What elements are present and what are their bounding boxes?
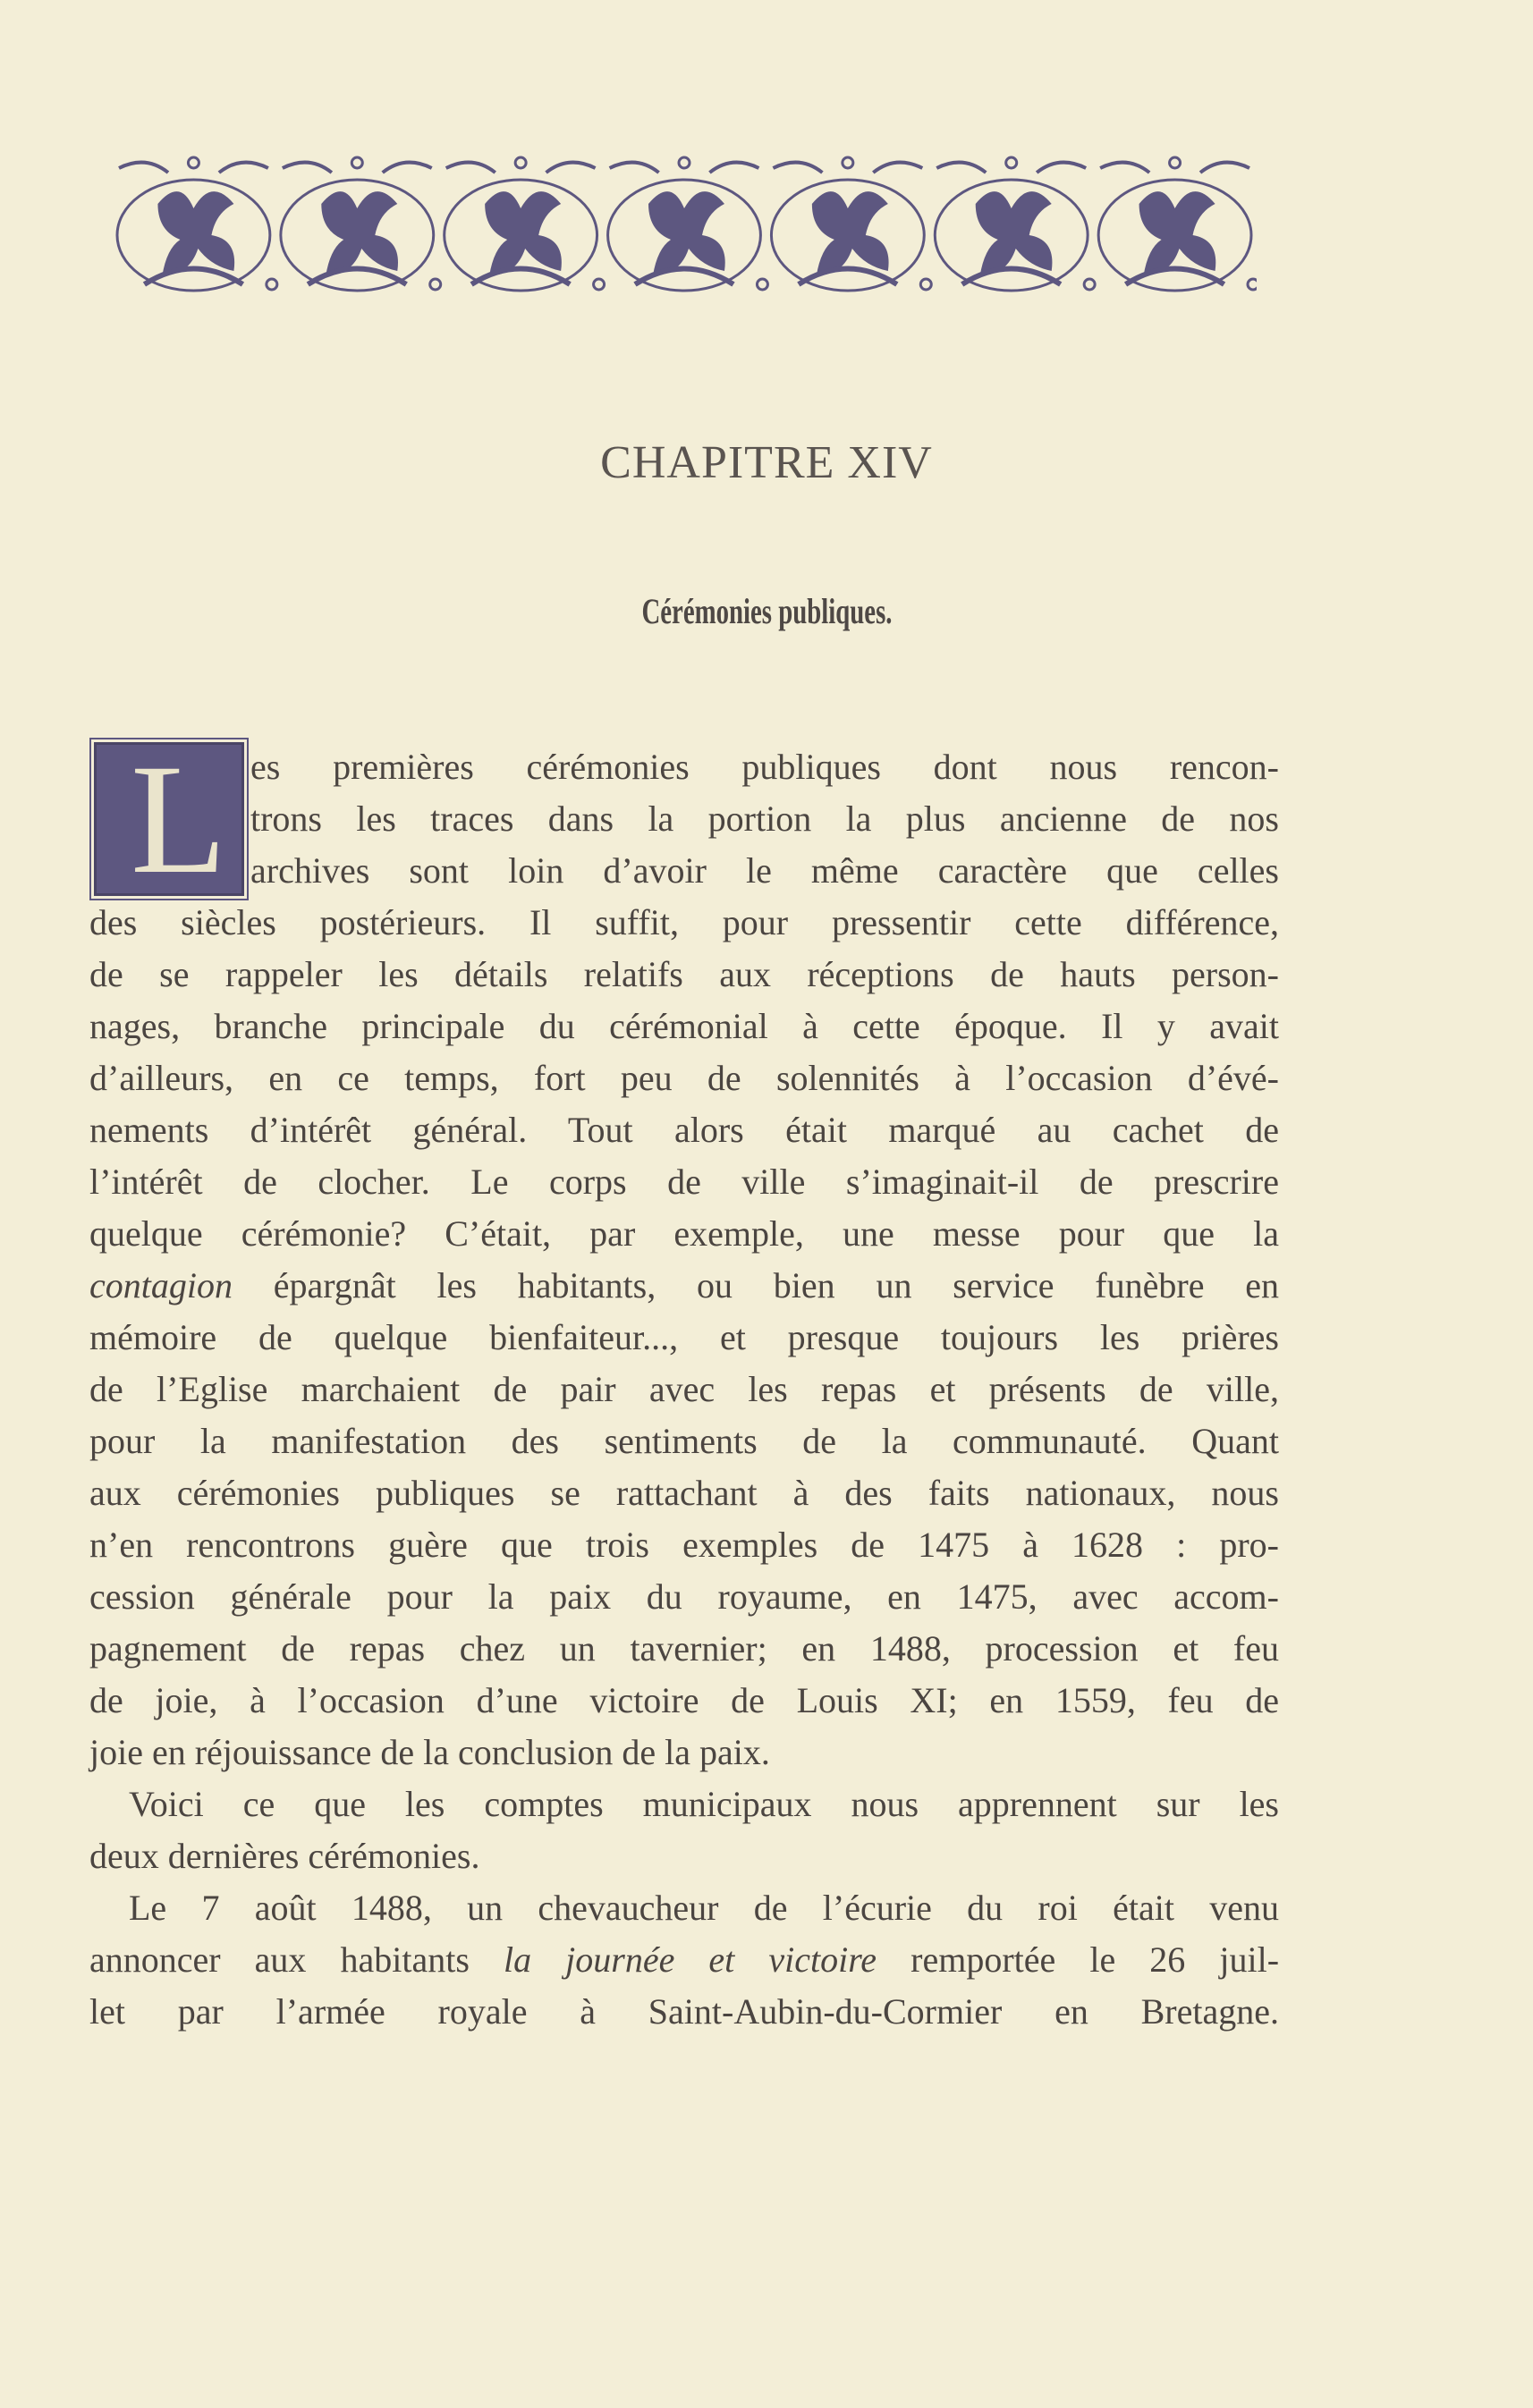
text-segment: pagnement de repas chez un tavernier; en 1488, procession et feu <box>89 1628 1279 1669</box>
text-line <box>89 1675 1279 1727</box>
text-line <box>89 1415 1279 1467</box>
text-segment: mémoire de quelque bienfaiteur..., et presque toujours les prières <box>89 1317 1279 1357</box>
text-line <box>89 1312 1279 1364</box>
chapter-title: CHAPITRE XIV <box>600 437 933 488</box>
text-line <box>89 1727 1279 1779</box>
text-line <box>89 1260 1279 1312</box>
text-segment: des siècles postérieurs. Il suffit, pour pressentir cette différence, <box>89 902 1279 942</box>
text-segment: l’intérêt de clocher. Le corps de ville s’imaginait-il de prescrire <box>89 1162 1279 1202</box>
body-text <box>89 741 1279 2038</box>
text-line <box>89 1467 1279 1519</box>
text-segment: de joie, à l’occasion d’une victoire de Louis XI; en 1559, feu de <box>89 1680 1279 1720</box>
text-segment: let par l’armée royale à Saint-Aubin-du-Cormier en Bretagne. <box>89 1991 1279 2032</box>
text-segment: épargnât les habitants, ou bien un service funèbre en <box>232 1265 1279 1305</box>
text-segment: cession générale pour la paix du royaume, en 1475, avec accom- <box>89 1576 1279 1617</box>
text-line <box>89 1779 1279 1830</box>
text-line <box>250 793 1279 845</box>
text-segment: Le 7 août 1488, un chevaucheur de l’écurie du roi était venu <box>129 1888 1279 1928</box>
text-segment: remportée le 26 juil- <box>877 1939 1280 1980</box>
text-line <box>89 949 1279 1001</box>
text-line <box>89 1208 1279 1260</box>
ornament-medallion <box>1098 157 1257 291</box>
text-segment: n’en rencontrons guère que trois exemples de 1475 à 1628 : pro- <box>89 1525 1279 1565</box>
text-segment: Voici ce que les comptes municipaux nous apprennent sur les <box>129 1784 1279 1824</box>
text-line <box>89 1156 1279 1208</box>
text-line <box>89 1623 1279 1675</box>
drop-cap-illuminated-initial: L <box>94 742 244 896</box>
text-line <box>89 1364 1279 1415</box>
text-segment: de se rappeler les détails relatifs aux réceptions de hauts person- <box>89 954 1279 994</box>
text-line <box>89 1882 1279 1934</box>
text-segment: joie en réjouissance de la conclusion de la paix. <box>89 1732 770 1772</box>
ornament-medallion <box>935 157 1095 291</box>
text-line <box>89 1052 1279 1104</box>
text-segment: d’ailleurs, en ce temps, fort peu de solennités à l’occasion d’évé- <box>89 1058 1279 1098</box>
ornament-medallion <box>281 157 441 291</box>
text-segment: quelque cérémonie? C’était, par exemple, une messe pour que la <box>89 1213 1279 1254</box>
text-segment: de l’Eglise marchaient de pair avec les repas et présents de ville, <box>89 1369 1279 1409</box>
ornament-medallion <box>445 157 605 291</box>
text-line <box>89 1571 1279 1623</box>
italic-text: la journée et victoire <box>503 1939 877 1980</box>
text-segment: trons les traces dans la portion la plus ancienne de nos <box>250 798 1279 839</box>
ornament-medallion <box>771 157 931 291</box>
text-line <box>89 1830 1279 1882</box>
ornament-medallion <box>608 157 768 291</box>
ornament-medallion <box>117 157 277 291</box>
text-line <box>250 845 1279 897</box>
text-line <box>89 1104 1279 1156</box>
text-line <box>89 1986 1279 2038</box>
italic-text: contagion <box>89 1265 233 1305</box>
text-line <box>89 1001 1279 1052</box>
text-line <box>89 1519 1279 1571</box>
text-line <box>89 897 1279 949</box>
section-title: Cérémonies publiques. <box>640 591 893 631</box>
text-segment: nages, branche principale du cérémonial à cette époque. Il y avait <box>89 1006 1279 1046</box>
text-segment: pour la manifestation des sentiments de la communauté. Quant <box>89 1421 1279 1461</box>
decorative-headpiece-ornament <box>112 150 1257 302</box>
text-segment: archives sont loin d’avoir le même caractère que celles <box>250 850 1279 891</box>
text-segment: annoncer aux habitants <box>89 1939 504 1980</box>
text-line <box>250 741 1279 793</box>
text-segment: aux cérémonies publiques se rattachant à des faits nationaux, nous <box>89 1473 1279 1513</box>
text-line <box>89 1934 1279 1986</box>
text-segment: deux dernières cérémonies. <box>89 1836 480 1876</box>
text-segment: nements d’intérêt général. Tout alors était marqué au cachet de <box>89 1110 1279 1150</box>
text-segment: es premières cérémonies publiques dont nous rencon- <box>250 747 1279 787</box>
